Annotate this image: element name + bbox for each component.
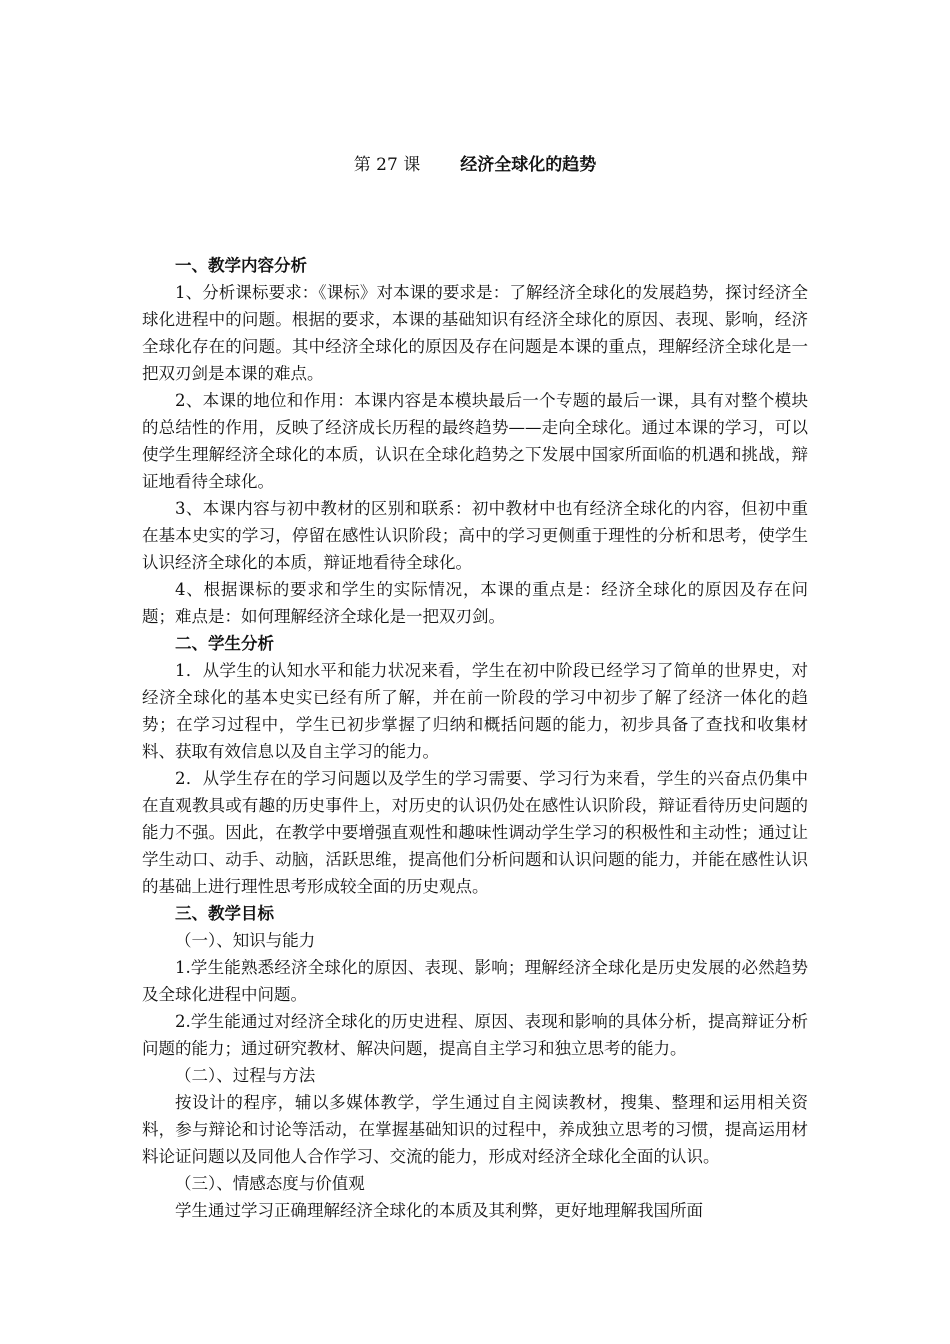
paragraph: 3、本课内容与初中教材的区别和联系：初中教材中也有经济全球化的内容，但初中重在基本史实的学习，停留在感性认识阶段；高中的学习更侧重于理性的分析和思考，使学生认识经济全球化的本质，辩证地看待全球化。 xyxy=(142,499,808,572)
paragraph: 4、根据课标的要求和学生的实际情况，本课的重点是：经济全球化的原因及存在问题；难点是：如何理解经济全球化是一把双刃剑。 xyxy=(142,580,808,626)
paragraph: 1．从学生的认知水平和能力状况来看，学生在初中阶段已经学习了简单的世界史，对经济全球化的基本史实已经有所了解，并在前一阶段的学习中初步了解了经济一体化的趋势；在学习过程中，学生已初步掌握了归纳和概括问题的能力，初步具备了查找和收集材料、获取有效信息以及自主学习的能力。 xyxy=(142,661,808,761)
paragraph: 学生通过学习正确理解经济全球化的本质及其利弊，更好地理解我国所面 xyxy=(175,1201,703,1220)
lesson-number: 第 27 课 xyxy=(353,155,421,175)
lesson-title-text: 经济全球化的趋势 xyxy=(460,155,597,175)
paragraph: 按设计的程序，辅以多媒体教学，学生通过自主阅读教材，搜集、整理和运用相关资料，参与辩论和讨论等活动，在掌握基础知识的过程中，养成独立思考的习惯，提高运用材料论证问题以及同他人合作学习、交流的能力，形成对经济全球化全面的认识。 xyxy=(142,1093,808,1166)
subheading-process-method: （二）、过程与方法 xyxy=(175,1066,316,1085)
paragraph: 1.学生能熟悉经济全球化的原因、表现、影响；理解经济全球化是历史发展的必然趋势及全球化进程中问题。 xyxy=(142,958,808,1004)
subheading-knowledge-ability: （一）、知识与能力 xyxy=(175,931,316,950)
paragraph: 1、分析课标要求：《课标》对本课的要求是：了解经济全球化的发展趋势，探讨经济全球化进程中的问题。根据的要求，本课的基础知识有经济全球化的原因、表现、影响，经济全球化存在的问题。其中经济全球化的原因及存在问题是本课的重点，理解经济全球化是一把双刃剑是本课的难点。 xyxy=(142,283,808,383)
document-body xyxy=(142,252,808,1224)
lesson-title xyxy=(0,150,950,175)
section-heading-content-analysis: 一、教学内容分析 xyxy=(175,256,307,275)
subheading-attitude-values: （三）、情感态度与价值观 xyxy=(175,1174,365,1193)
paragraph: 2.学生能通过对经济全球化的历史进程、原因、表现和影响的具体分析，提高辩证分析问题的能力；通过研究教材、解决问题，提高自主学习和独立思考的能力。 xyxy=(142,1012,808,1058)
section-heading-student-analysis: 二、学生分析 xyxy=(175,634,274,653)
paragraph: 2．从学生存在的学习问题以及学生的学习需要、学习行为来看，学生的兴奋点仍集中在直观教具或有趣的历史事件上，对历史的认识仍处在感性认识阶段，辩证看待历史问题的能力不强。因此，在教学中要增强直观性和趣味性调动学生学习的积极性和主动性；通过让学生动口、动手、动脑，活跃思维，提高他们分析问题和认识问题的能力，并能在感性认识的基础上进行理性思考形成较全面的历史观点。 xyxy=(142,769,808,896)
section-heading-teaching-goals: 三、教学目标 xyxy=(175,904,274,923)
paragraph: 2、本课的地位和作用：本课内容是本模块最后一个专题的最后一课，具有对整个模块的总结性的作用，反映了经济成长历程的最终趋势——走向全球化。通过本课的学习，可以使学生理解经济全球化的本质，认识在全球化趋势之下发展中国家所面临的机遇和挑战，辩证地看待全球化。 xyxy=(142,391,808,491)
